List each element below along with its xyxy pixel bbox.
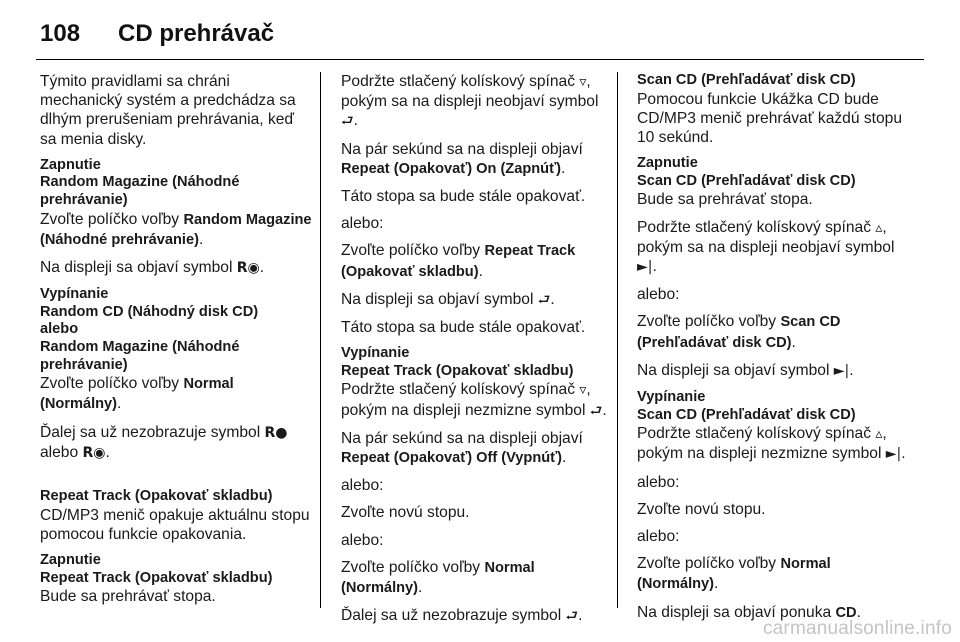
column-divider [320, 72, 321, 608]
paragraph [637, 361, 911, 381]
text-column-2 [341, 72, 613, 634]
text-run: Random Magazine (Náhodné prehrávanie) [40, 338, 240, 373]
page-title: CD prehrávač [118, 20, 275, 47]
display-symbol-icon: R● [264, 424, 288, 441]
column-divider [617, 72, 618, 608]
bold-text: Normal (Normálny) [40, 376, 234, 413]
section-heading [40, 304, 312, 322]
text-column-3 [637, 72, 911, 631]
text-run: alebo: [341, 477, 384, 495]
paragraph [341, 606, 613, 626]
text-run: . [418, 579, 423, 597]
paragraph [341, 531, 613, 550]
text-run: Repeat Track (Opakovať skladbu) [341, 362, 574, 379]
text-run: Ďalej sa už nezobrazuje symbol [40, 423, 265, 441]
section-heading [40, 488, 312, 506]
text-run: Zvoľte políčko voľby [341, 242, 485, 260]
paragraph [341, 241, 613, 281]
section-heading [637, 72, 911, 90]
text-run: Ďalej sa už nezobrazuje symbol [341, 607, 566, 625]
section-heading [341, 363, 613, 381]
text-run: . [117, 395, 122, 413]
bold-text: Repeat Track (Opakovať skladbu) [341, 243, 576, 280]
text-run: Podržte stlačený kolískový spínač [637, 218, 876, 236]
text-run: Zvoľte políčko voľby [40, 210, 184, 228]
text-run: Podržte stlačený kolískový spínač [637, 425, 876, 443]
text-run: . [714, 575, 719, 593]
text-run: Na displeji sa objaví symbol [637, 361, 834, 379]
display-symbol-icon: ►| [885, 446, 902, 463]
text-run: , pokým na displeji nezmizne symbol [341, 381, 591, 419]
text-run: Scan CD (Prehľadávať disk CD) [637, 406, 856, 423]
paragraph [40, 587, 312, 606]
text-run: . [602, 401, 607, 419]
text-run: alebo [40, 321, 79, 338]
display-symbol-icon: ►| [637, 259, 653, 275]
bold-text: Scan CD (Prehľadávať disk CD) [637, 314, 841, 351]
section-heading [40, 552, 312, 570]
section-heading [40, 157, 312, 175]
text-run: Zvoľte novú stopu. [637, 500, 766, 518]
section-heading [40, 339, 312, 374]
paragraph [637, 500, 911, 519]
text-run: Zapnutie [637, 155, 698, 172]
section-heading [637, 407, 911, 425]
section-heading [40, 174, 312, 209]
paragraph [637, 527, 911, 546]
paragraph [341, 140, 613, 179]
paragraph [341, 429, 613, 468]
display-symbol-icon: ▵ [875, 426, 883, 443]
paragraph [40, 423, 312, 463]
paragraph [341, 476, 613, 495]
text-run: . [478, 262, 483, 280]
paragraph [341, 558, 613, 598]
paragraph [341, 72, 613, 132]
text-run: Táto stopa sa bude stále opakovať. [341, 188, 586, 206]
text-run: Zvoľte novú stopu. [341, 504, 470, 522]
text-run: . [578, 607, 583, 625]
text-run: Bude sa prehrávať stopa. [637, 191, 813, 209]
text-run: Repeat Track (Opakovať skladbu) [40, 569, 273, 586]
paragraph [341, 318, 613, 337]
text-run: . [791, 333, 796, 351]
paragraph [40, 258, 312, 278]
section-heading [341, 345, 613, 363]
section-heading [40, 286, 312, 304]
text-run: . [259, 259, 265, 276]
text-run: alebo: [637, 528, 680, 546]
bold-text: Normal (Normálny) [637, 556, 831, 593]
text-run: Scan CD (Prehľadávať disk CD) [637, 72, 856, 88]
section-heading [40, 321, 312, 339]
display-symbol-icon: ⮐ [565, 608, 579, 625]
text-run: . [849, 361, 854, 379]
display-symbol-icon: ►| [833, 362, 850, 379]
display-symbol-icon: ⮐ [341, 113, 354, 130]
text-run: Vypínanie [341, 345, 410, 362]
paragraph [341, 380, 613, 420]
text-run: Random Magazine (Náhodné prehrávanie) [40, 174, 240, 208]
paragraph [637, 312, 911, 352]
bold-text: Random Magazine (Náhodné prehrávanie) [40, 211, 312, 248]
display-symbol-icon: ▿ [579, 382, 587, 399]
bold-text: CD [835, 604, 857, 621]
paragraph [637, 218, 911, 278]
text-run: Scan CD (Prehľadávať disk CD) [637, 172, 856, 189]
text-run: Zvoľte políčko voľby [341, 558, 485, 576]
text-run: Podržte stlačený kolískový spínač [341, 381, 580, 399]
text-run: Repeat Track (Opakovať skladbu) [40, 487, 273, 504]
paragraph [40, 506, 312, 544]
text-run: alebo [40, 443, 83, 461]
paragraph [637, 424, 911, 464]
text-run: Zapnutie [40, 551, 101, 568]
paragraph [637, 554, 911, 594]
text-run: alebo: [637, 473, 680, 491]
section-heading [40, 570, 312, 588]
display-symbol-icon: ⮐ [589, 402, 603, 419]
text-run: . [198, 230, 204, 248]
watermark: carmanualsonline.info [762, 618, 952, 639]
text-run: Zapnutie [40, 156, 101, 173]
text-run: . [353, 112, 358, 130]
text-run: Zvoľte políčko voľby [40, 375, 184, 393]
paragraph [40, 72, 312, 149]
text-run: Zvoľte políčko voľby [637, 313, 781, 331]
text-run: . [562, 449, 567, 467]
text-run: Týmito pravidlami sa chráni mechanický systém a predchádza sa dlhým prerušeniam prehrávania, keď sa menia disky. [40, 73, 296, 148]
display-symbol-icon: R◉ [82, 444, 106, 461]
text-run: Na displeji sa objaví symbol [341, 290, 538, 308]
text-run: Vypínanie [40, 286, 109, 303]
text-run: Random CD (Náhodný disk CD) [40, 303, 259, 320]
spacer [40, 471, 312, 488]
display-symbol-icon: R◉ [236, 260, 260, 276]
text-run: . [652, 258, 657, 275]
paragraph [341, 187, 613, 206]
page-number: 108 [40, 20, 81, 47]
paragraph [341, 503, 613, 522]
text-run: Táto stopa sa bude stále opakovať. [341, 319, 586, 337]
text-run: Na pár sekúnd sa na displeji objaví [341, 140, 583, 158]
paragraph [40, 210, 312, 250]
text-run: alebo: [637, 286, 680, 304]
text-run: . [901, 445, 906, 463]
display-symbol-icon: ▿ [579, 74, 587, 90]
bold-text: Repeat (Opakovať) On (Zapnúť) [341, 160, 561, 177]
paragraph [40, 374, 312, 414]
text-run: Podržte stlačený kolískový spínač [341, 73, 580, 90]
text-run: Na displeji sa objaví symbol [40, 259, 237, 276]
text-run: Vypínanie [637, 389, 706, 406]
paragraph [637, 190, 911, 209]
text-run: , pokým sa na displeji neobjaví symbol [637, 218, 895, 256]
paragraph [341, 290, 613, 310]
text-column-1 [40, 72, 312, 614]
text-run: Na displeji sa objaví ponuka [637, 603, 836, 621]
paragraph [637, 285, 911, 304]
text-run: Na pár sekúnd sa na displeji objaví [341, 429, 583, 447]
section-heading [637, 155, 911, 173]
paragraph [341, 214, 613, 233]
section-heading [637, 173, 911, 191]
section-heading [637, 389, 911, 407]
text-run: , pokým na displeji nezmizne symbol [637, 425, 887, 463]
text-run: Zvoľte políčko voľby [637, 555, 781, 573]
text-run: Pomocou funkcie Ukážka CD bude CD/MP3 menič prehrávať každú stopu 10 sekúnd. [637, 90, 902, 146]
paragraph [637, 473, 911, 492]
text-run: CD/MP3 menič opakuje aktuálnu stopu pomocou funkcie opakovania. [40, 506, 310, 543]
display-symbol-icon: ▵ [875, 219, 883, 236]
bold-text: Repeat (Opakovať) Off (Vypnúť) [341, 450, 563, 467]
text-run: Bude sa prehrávať stopa. [40, 588, 216, 606]
text-run: alebo: [341, 531, 384, 549]
text-run: . [105, 443, 110, 461]
bold-text: Normal (Normálny) [341, 559, 535, 597]
paragraph [637, 90, 911, 148]
display-symbol-icon: ⮐ [537, 291, 551, 308]
text-run: . [550, 290, 555, 308]
header-rule [36, 59, 924, 60]
text-run: . [560, 159, 566, 177]
text-run: , pokým sa na displeji neobjaví symbol [341, 73, 599, 111]
text-run: alebo: [341, 215, 384, 233]
text-run: . [856, 603, 861, 621]
